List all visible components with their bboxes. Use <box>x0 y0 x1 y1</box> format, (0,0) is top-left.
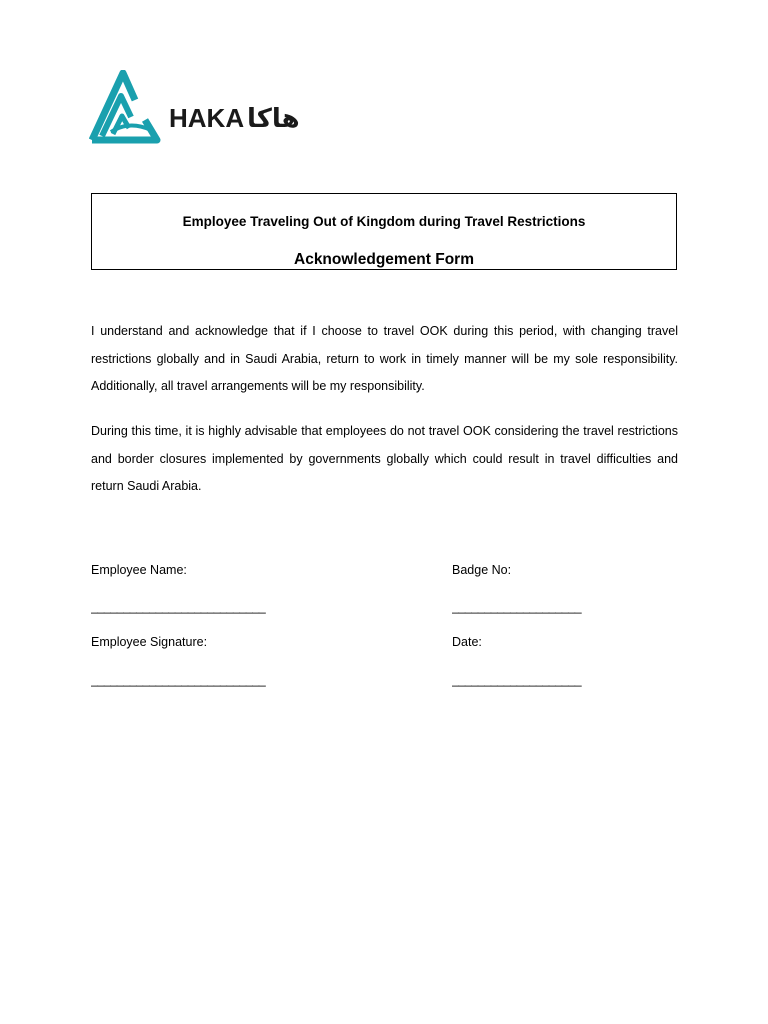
employee-signature-line[interactable]: ___________________________ <box>91 673 266 687</box>
badge-no-line[interactable]: ____________________ <box>452 600 582 614</box>
date-line[interactable]: ____________________ <box>452 673 582 687</box>
employee-name-line[interactable]: ___________________________ <box>91 600 266 614</box>
badge-no-label: Badge No: <box>452 563 512 577</box>
advisory-paragraph: During this time, it is highly advisable that employees do not travel OOK considering the travel restrictions and border closures implemented by governments globally which could result in travel difficulties and return Saudi Arabia. <box>91 424 678 493</box>
employee-signature-label: Employee Signature: <box>91 635 208 649</box>
form-subtitle: Employee Traveling Out of Kingdom during Travel Restrictions <box>182 214 586 229</box>
logo-arabic-text: هاكا <box>247 104 300 134</box>
acknowledgement-paragraph: I understand and acknowledge that if I choose to travel OOK during this period, with changing travel restrictions globally and in Saudi Arabia, return to work in timely manner will be my sole responsibility. Additionally, all travel arrangements will be my responsibility. <box>91 324 678 393</box>
haka-logo <box>89 70 339 146</box>
logo-text: HAKA <box>169 103 245 133</box>
date-label: Date: <box>452 635 482 649</box>
haka-logo-mark <box>89 70 339 146</box>
employee-name-label: Employee Name: <box>91 563 187 577</box>
logo-emblem-icon <box>92 73 157 140</box>
form-title-box <box>91 193 677 270</box>
form-title: Acknowledgement Form <box>294 251 474 268</box>
